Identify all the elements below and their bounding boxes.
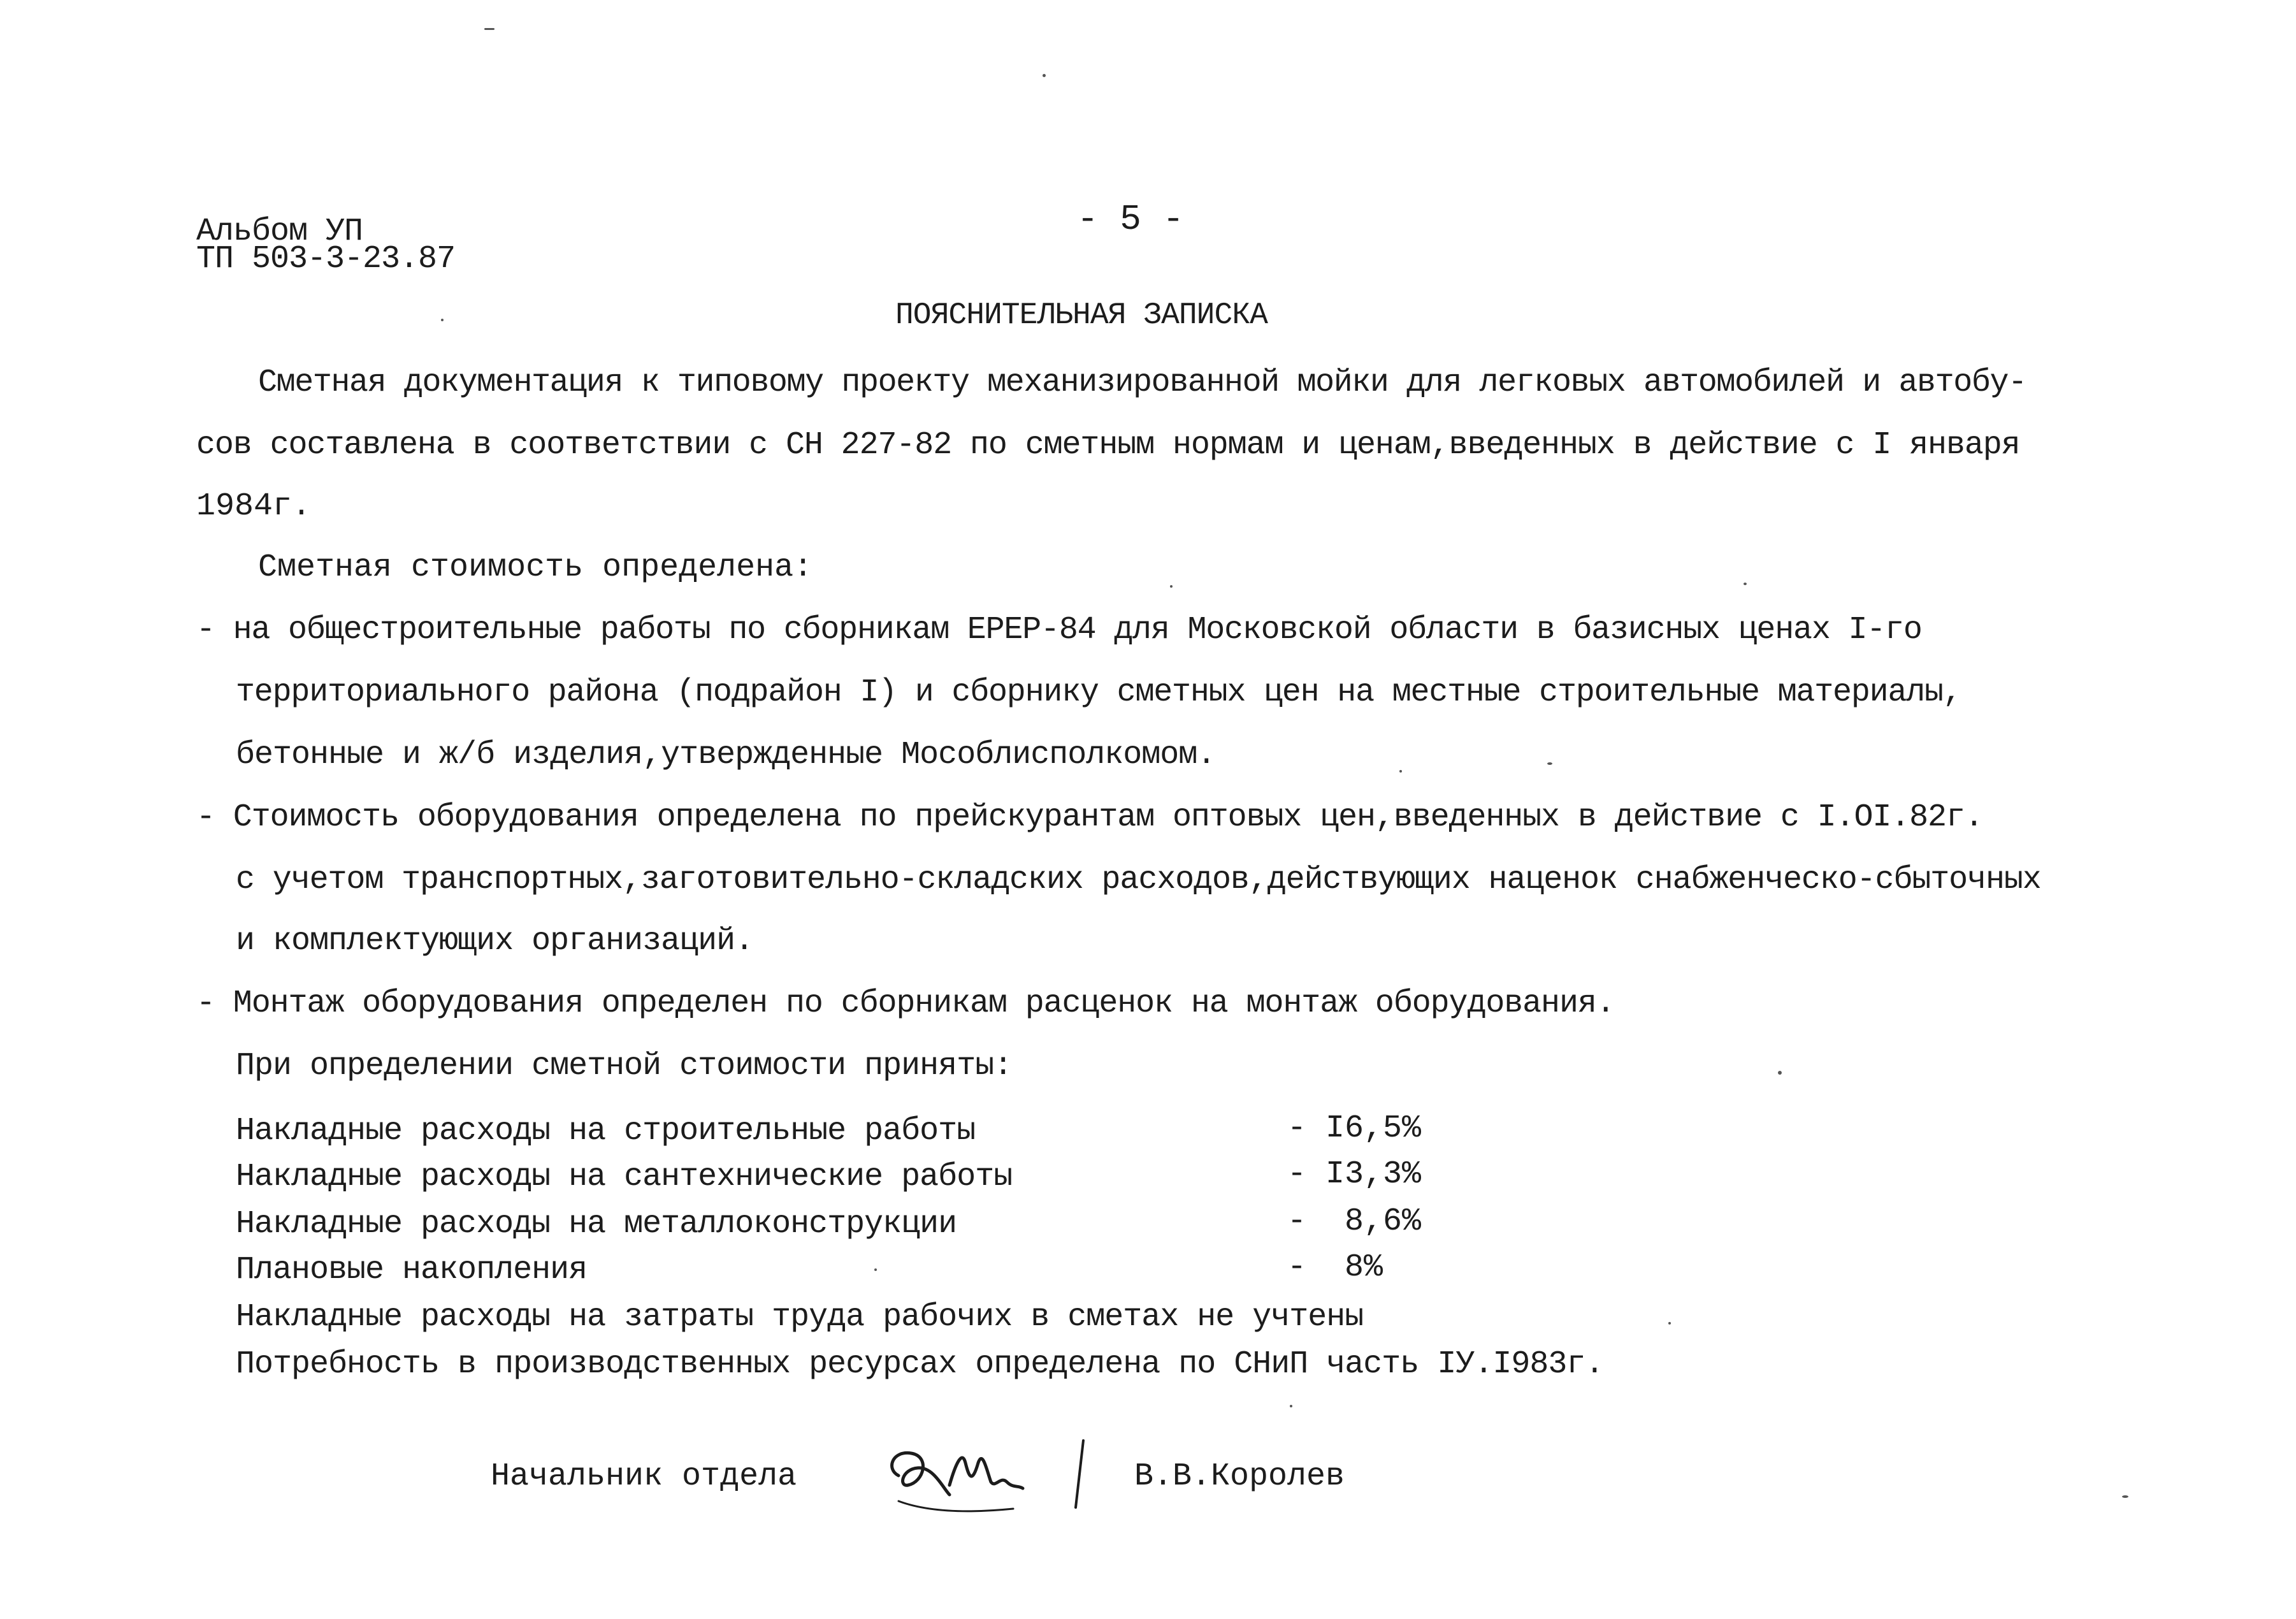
signatory-position: Начальник отдела [491,1458,797,1495]
handwritten-signature [873,1425,1102,1527]
project-code: ТП 503-3-23.87 [196,241,456,277]
scan-speck [1399,770,1402,773]
rate-value-3: - 8,6% [1287,1203,1422,1240]
scan-speck [484,28,495,30]
rate-label-2: Накладные расходы на сантехнические работы [236,1159,1013,1195]
rate-label-4: Плановые накопления [236,1252,588,1288]
bullet-3-line-1: - Монтаж оборудования определен по сборникам расценок на монтаж оборудования. [196,985,1615,1022]
scan-speck [1778,1071,1782,1075]
scan-speck [441,319,444,321]
bullet-1-line-1: - на общестроительные работы по сборникам ЕРЕР-84 для Московской области в базисных ценах I-го [196,612,1922,648]
scan-speck [2122,1495,2128,1498]
scan-speck [1170,585,1173,588]
rate-value-1: - I6,5% [1287,1110,1422,1147]
page-title: ПОЯСНИТЕЛЬНАЯ ЗАПИСКА [895,298,1267,333]
page-number: - 5 - [1077,199,1185,240]
intro-line-1: Сметная документация к типовому проекту механизированной мойки для легковых автомобилей и автобу- [258,365,2026,401]
rate-value-4: - 8% [1287,1249,1383,1286]
bullet-2-line-1: - Стоимость оборудования определена по прейскурантам оптовых цен,введенных в действие с I.OI.82г. [196,799,1983,836]
scan-speck [1744,583,1747,585]
album-label: Альбом УП [196,214,363,250]
rate-label-1: Накладные расходы на строительные работы [236,1113,976,1149]
intro-line-2: сов составлена в соответствии с СН 227-82 по сметным нормам и ценам,введенных в действие с I января [196,427,2020,463]
intro-line-3: 1984г. [196,488,312,525]
scan-speck [874,1268,877,1271]
signatory-name: В.В.Королев [1134,1458,1345,1495]
scan-speck [1668,1322,1671,1325]
bullet-2-line-3: и комплектующих организаций. [236,923,754,959]
rate-value-2: - I3,3% [1287,1156,1422,1193]
accepted-heading: При определении сметной стоимости приняты: [236,1048,1013,1084]
scan-speck [1043,74,1046,77]
bullet-1-line-3: бетонные и ж/б изделия,утвержденные Мособлисполкомом. [236,737,1216,773]
rate-label-3: Накладные расходы на металлоконструкции [236,1206,957,1242]
bullet-2-line-2: с учетом транспортных,заготовительно-складских расходов,действующих наценок снабженческо-сбыточных [236,862,2041,898]
note-resources: Потребность в производственных ресурсах определена по СНиП часть IУ.I983г. [236,1346,1604,1383]
note-labor: Накладные расходы на затраты труда рабочих в сметах не учтены [236,1299,1364,1335]
scan-speck [1290,1405,1292,1407]
scan-speck [1547,762,1552,765]
cost-defined-heading: Сметная стоимость определена: [258,549,813,586]
bullet-1-line-2: территориального района (подрайон I) и сборнику сметных цен на местные строительные материалы, [236,674,1961,711]
